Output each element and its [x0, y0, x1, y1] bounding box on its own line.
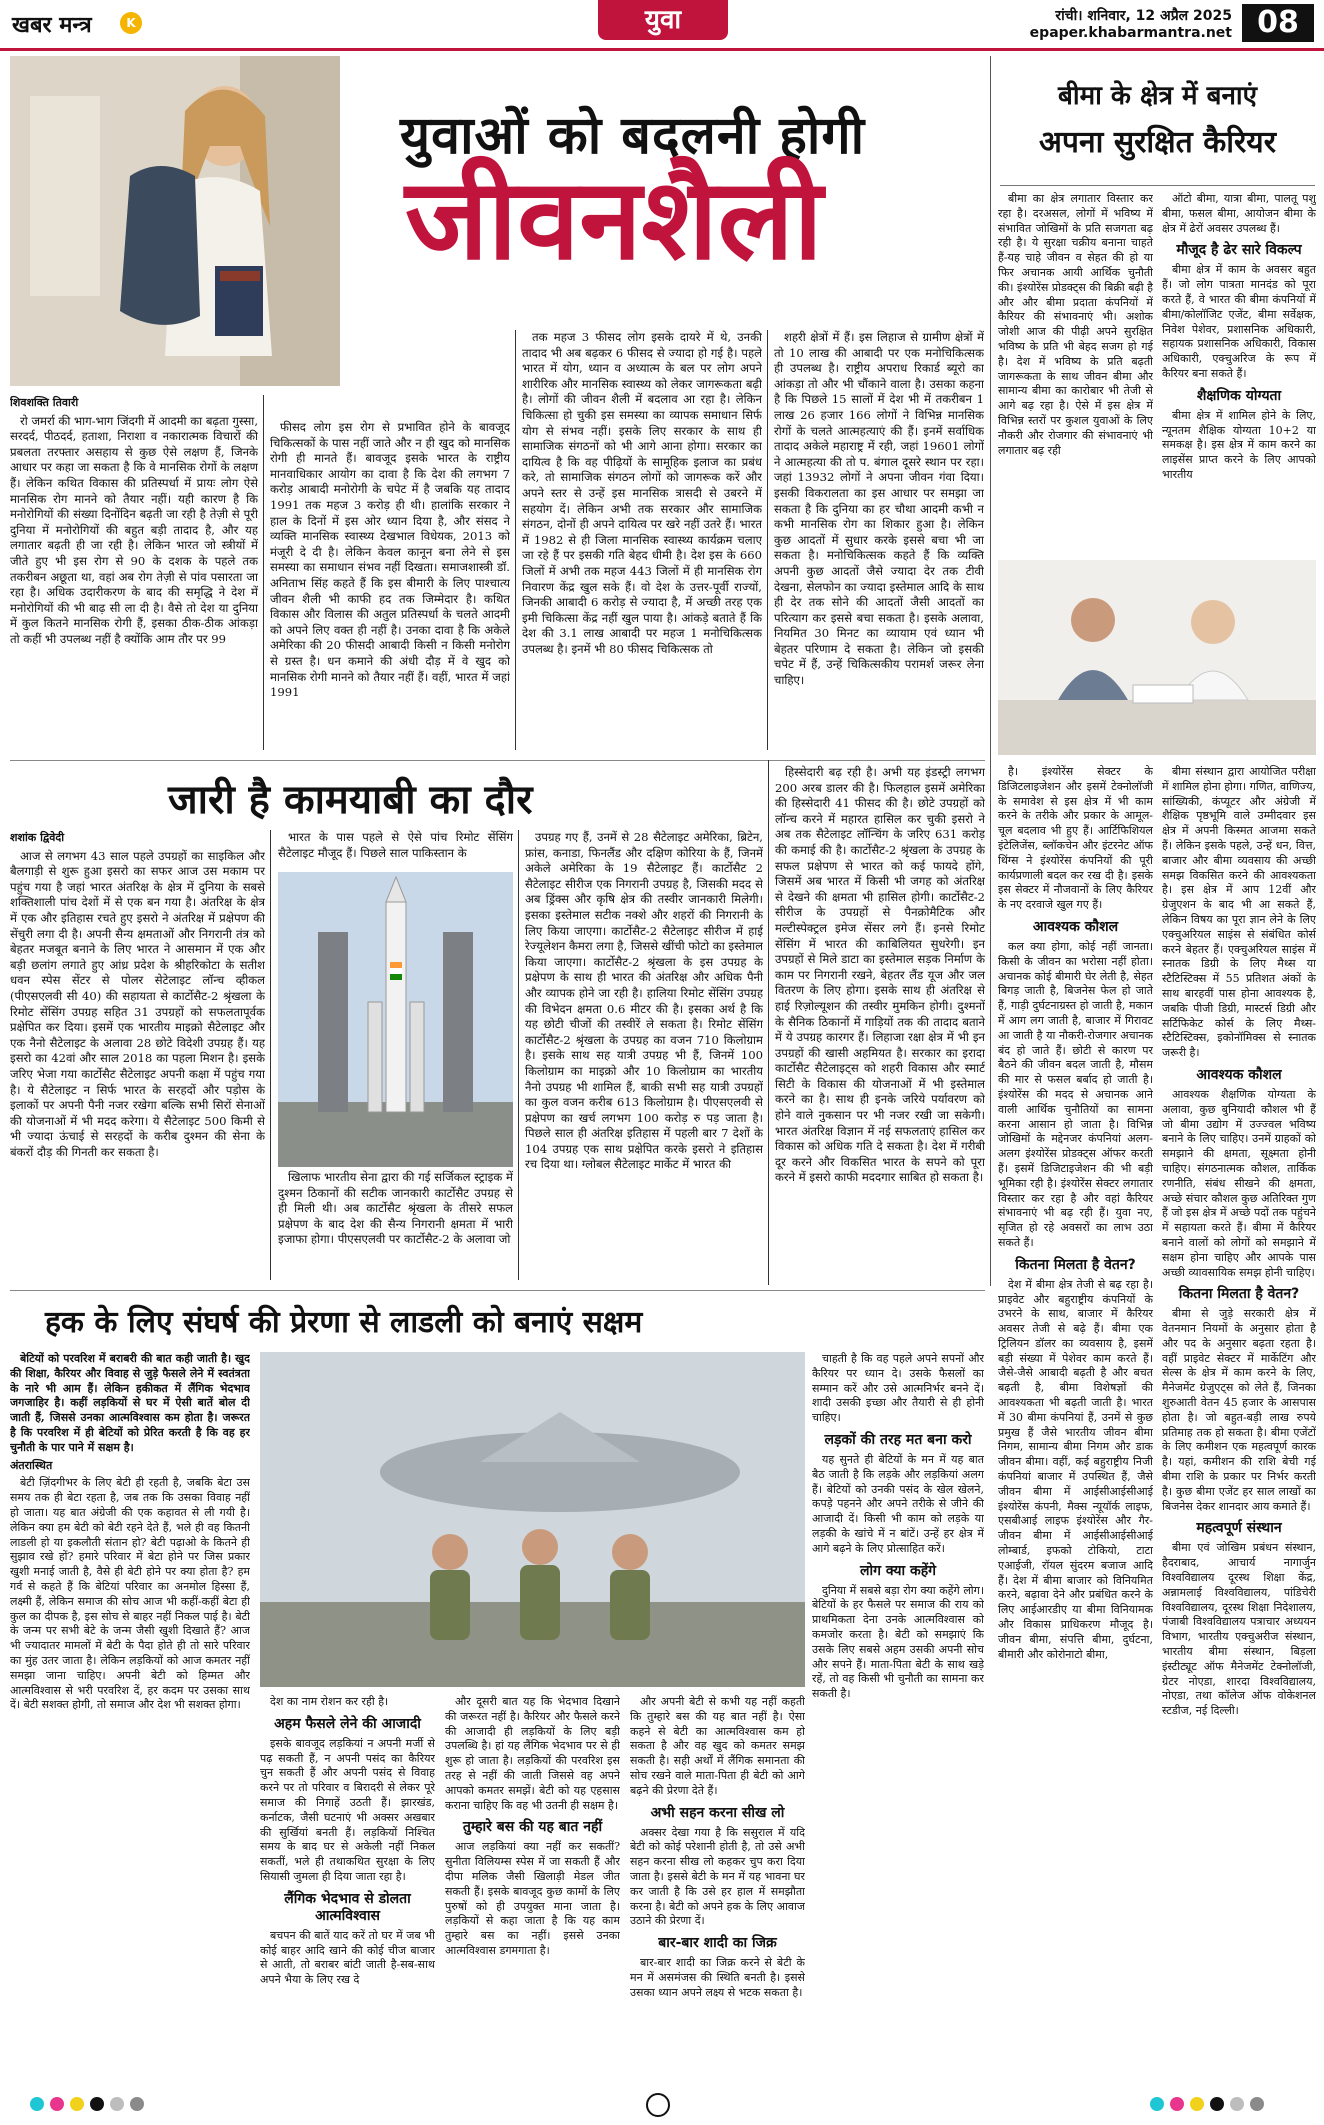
insurance-sub-qualification: शैक्षणिक योग्यता — [1196, 387, 1282, 404]
daughters-col-2c-text: बचपन की बातें याद करें तो घर में जब भी कोई बाहर आदि खाने की कोई चीज बाजार से आती, तो बराबर बांटी जाती है-सब-साथ अपने भैया के लिए रख दे — [260, 1928, 435, 1987]
lead-kicker: युवाओं को बदलनी होगी — [400, 106, 866, 166]
insurance-lower-col-1 — [998, 765, 1153, 2055]
isro-col-3 — [525, 830, 763, 1285]
insurance-lower-col-2 — [1162, 765, 1316, 2055]
lead-photo — [10, 56, 340, 386]
isro-headline: जारी है कामयाबी का दौर — [168, 777, 533, 823]
insurance-headline-2: अपना सुरक्षित कैरियर — [1039, 125, 1276, 160]
daughters-sub-people: लोग क्या कहेंगे — [859, 1562, 937, 1579]
rocket-photo — [278, 872, 513, 1167]
color-dot — [1250, 2097, 1264, 2111]
footer-color-bar-right — [1150, 2096, 1270, 2115]
isro-col-4-text: हिस्सेदारी बढ़ रही है। अभी यह इंडस्ट्री लगभग 200 अरब डालर की है। फिलहाल इसमें अमेरिका की हिस्सेदारी 41 फीसद की है। छोटे उपग्रहों को लॉन्च करने में महारत हासिल कर चुकी इसरो ने अब तक सैटेलाइट लॉन्चिंग के जरिए 631 करोड़ की कमाई की है। कार्टोसैट-2 श्रृंखला के उपग्रह के सफल प्रक्षेपण से भारत को कई फायदे होंगे, जिसमें अब भारत में किसी भी जगह को अंतरिक्ष से देखने की क्षमता भी हासिल होगी। कार्टोसैट-2 सीरीज के उपग्रहों से पैनक्रोमैटिक और मल्टीस्पेक्ट्रल इमेज सेंसर लगे हैं। इनसे रिमोट सेंसिंग में भारत की काबिलियत सुधरेगी। इन उपग्रहों से मिले डाटा का इस्तेमाल सड़क निर्माण के काम पर निगरानी रखने, बेहतर लैंड यूज और जल वितरण के लिए होगा। इसके साथ ही अंतरिक्ष से हाई रिज़ोल्यूशन की तस्वीर मुमकिन होगी। दुश्मनों के सैनिक ठिकानों में गाड़ियों तक की तादाद बताने में ये उपग्रह कारगर हैं। लिहाजा रक्षा क्षेत्र में भी इन उपग्रहों की खासी अहमियत है। सरकार का इरादा कार्टोसैट सैटेलाइट्स को शहरी विकास और स्मार्ट सिटी के विकास की योजनाओं में भी इस्तेमाल करने का है। साथ ही इनके जरिये पर्यावरण को होने वाले नुकसान पर भी नजर रखी जा सकेगी। भारत अंतरिक्ष विज्ञान में नई सफलताएं हासिल कर विकास को अधिक गति दे सकता है। देश में गरीबी दूर करने और विकसित भारत के सपने को पूरा करने में इसरो काफी मददगार साबित हो सकता है। — [775, 765, 985, 1185]
insurance-col-2-text: ऑटो बीमा, यात्रा बीमा, पालतू पशु बीमा, फसल बीमा, आयोजन बीमा के क्षेत्र में ढेरों अवसर उपलब्ध हैं। — [1162, 192, 1316, 235]
daughters-col-3-text: और दूसरी बात यह कि भेदभाव दिखाने की जरूरत नहीं है। कैरियर और फैसले करने की आजादी ही लड़कियों के लिए बड़ी उपलब्धि है। हां यह लैंगिक भेदभाव पर से ही शुरू हो जाता है। लड़कियों की परवरिश इस तरह से नहीं की जाती जिससे वह अपने आपको कमतर समझें। बेटी को यह एहसास कराना चाहिए कि वह भी उतनी ही सक्षम है। — [445, 1695, 620, 1812]
daughters-sub-not-your-cup: तुम्हारे बस की यह बात नहीं — [462, 1819, 603, 1836]
daughters-col-1 — [10, 1352, 250, 2052]
daughters-col-3b-text: आज लड़कियां क्या नहीं कर सकतीं? सुनीता विलियम्स स्पेस में जा सकती हैं और दीपा मलिक जैसी खिलाड़ी मेडल जीत सकती हैं। इसके बावजूद कुछ कामों के लिए पुरुषों को ही उपयुक्त माना जाता है। लड़कियों से कहा जाता है कि यह काम तुम्हारे बस का नहीं। इससे उनका आत्मविश्वास डगमगाता है। — [445, 1840, 620, 1957]
section-tab: युवा — [598, 0, 728, 40]
website: epaper.khabarmantra.net — [1029, 25, 1232, 41]
lead-col-4 — [774, 330, 984, 755]
insurance-lower-col-1-text: है। इंश्योरेंस सेक्टर के डिजिटलाइजेशन और इसमें टेक्नोलॉजी के समावेश से इस क्षेत्र में भी काम करने के तरीके और प्रकार के आमूल-चूल बदलाव भी हुए हैं। आर्टिफिशियल इंटेलिजेंस, ब्लॉकचेन और इंटरनेट ऑफ थिंग्स ने इंश्योरेंस कंपनियों की पूरी कार्यप्रणाली बदल कर रख दी है। इसके इस सेक्टर में नौजवानों के लिए कैरियर के नए दरवाजे खुल गए हैं। — [998, 765, 1153, 912]
lead-col-3-text: तक महज 3 फीसद लोग इसके दायरे में थे, उनकी तादाद भी अब बढ़कर 6 फीसद से ज्यादा हो गई है। पहले भारत में योग, ध्यान व अध्यात्म के बल पर लोग अपने शारीरिक और मानसिक स्वास्थ्य को लेकर जागरूकता बढ़ी है। लोगों की जीवन शैली में बदलाव आ रहा है। लेकिन चिकित्सा हो चुकी इस समस्या का व्यापक समाधान सिर्फ योग से संभव नहीं। इसके लिए सरकार के साथ ही सामाजिक संगठनों को भी आगे आना होगा। सरकार का दायित्व है कि वह पीढ़ियों के सामूहिक इलाज का प्रबंध करे, तो सामाजिक संगठन लोगों को जागरूक करें और अपने स्तर से उन्हें इस मानसिक त्रासदी से उबरने में सहयोग दें। लेकिन अभी तक सरकार और सामाजिक संगठन, दोनों ही अपने दायित्व पर खरे नहीं उतरे हैं। भारत में 1982 से ही जिला मानसिक स्वास्थ्य कार्यक्रम चलाए जा रहे हैं पर इसकी गति बेहद धीमी है। देश इस के 660 जिलों में अभी तक महज 443 जिलों में ही मानसिक रोग निवारण केंद्र खुल सके हैं। वो देश के उत्तर-पूर्वी राज्यों, जिनकी आबादी 6 करोड़ से ज्यादा है, में अच्छी तरह एक इमी चिकित्सा केंद्र नहीं खुल पाया है। आंकड़े बताते हैं कि देश की 3.1 लाख आबादी पर महज 1 मनोचिकित्सक उपलब्ध है। इनमें भी 80 फीसद चिकित्सक तो — [522, 330, 762, 656]
lead-col-2-text: फीसद लोग इस रोग से प्रभावित होने के बावजूद चिकित्सकों के पास नहीं जाते और न ही खुद को मानसिक रोगी ही मानते हैं। बावजूद इसके भारत के राष्ट्रीय मानवाधिकार आयोग का दावा है कि देश की लगभग 7 करोड़ आबादी मनोरोगी के चपेट में है जबकि यह तादाद 1991 तक महज 3 करोड़ ही थी। हालांकि सरकार ने हाल के दिनों में इस ओर ध्यान दिया है, और संसद ने व्यक्ति मानसिक स्वास्थ्य देखभाल विधेयक, 2013 को मंजूरी दे दी है। लेकिन केवल कानून बना लेने से इस समस्या का समाधान संभव नहीं दिखता। समाजशास्त्री डॉ. अनिताभ सिंह कहते हैं कि इस बीमारी के लिए पाश्चात्य जीवन शैली भी काफी हद तक जिम्मेदार है। कथित विकास और विलास की अतुल प्रतिस्पर्धा के चलते आदमी को अपने लिए वक्त ही नहीं है। उनका दावा है कि अकेले अमेरिका की 20 फीसदी आबादी किसी न किसी मनोरोग से ग्रस्त है। धन कमाने की अंधी दौड़ में वे खुद को मानसिक रोगी मानने को तैयार नहीं हैं। वहीं, भारत में जहां 1991 — [270, 420, 510, 700]
isro-col-3-text: उपग्रह गए हैं, उनमें से 28 सैटेलाइट अमेरिका, ब्रिटेन, फ्रांस, कनाडा, फिनलैंड और दक्षिण कोरिया के हैं, जिनमें अकेले अमेरिका के 19 सैटेलाइट हैं। कार्टोसैट 2 सैटेलाइट सीरीज एक निगरानी उपग्रह है, जिसकी मदद से अब ड्रिंक्स और कृषि क्षेत्र की तस्वीर जानकारी मिलेगी। इसका इस्तेमाल सटीक नक्शे और शहरों की निगरानी के लिए किया जाएगा। कार्टोसैट-2 सैटेलाइट सीरीज में हाई रेज्यूलेशन कैमरा लगा है, जिससे खींची फोटो का इस्तेमाल किया जाएगा। कार्टोसैट-2 श्रृंखला के इस उपग्रह के प्रक्षेपण के साथ ही भारत की अंतरिक्ष और अधिक पैनी और व्यापक होने जा रही है। हालिया रिमोट सेंसिंग उपग्रह की विभेदन क्षमता 0.6 मीटर की है। इसका अर्थ है कि यह छोटी चीजों की तस्वीरें ले सकता है। रिमोट सेंसिंग कार्टोसैट-2 श्रृंखला के उपग्रह का वजन 710 किलोग्राम है। इसके साथ सह यात्री उपग्रह भी हैं, जिनमें 100 किलोग्राम का माइक्रो और 10 किलोग्राम का भारतीय नैनो उपग्रह भी शामिल हैं, बाकी सभी सह यात्री उपग्रहों का कुल वजन करीब 613 किलोग्राम है। पीएसएलवी से प्रक्षेपण का खर्च लगभग 100 करोड़ रु पड़ जाता है। पिछले साल ही अंतरिक्ष इतिहास में पहली बार 7 देशों के 104 उपग्रह एक साथ प्रक्षेपित करके इसरो ने इतिहास रच दिया था। ग्लोबल सैटेलाइट मार्केट में भारत की — [525, 830, 763, 1172]
insurance-col-2 — [1162, 192, 1316, 552]
lead-byline: शिवशक्ति तिवारी — [10, 396, 79, 409]
insurance-sub-skills: आवश्यक कौशल — [1196, 1066, 1282, 1083]
insurance-col-1 — [998, 192, 1153, 552]
color-dot — [1150, 2097, 1164, 2111]
daughters-col-4-text: और अपनी बेटी से कभी यह नहीं कहती कि तुम्हारे बस की यह बात नहीं है। ऐसा कहने से बेटी का आत्मविश्वास कम हो सकता है और वह खुद को कमतर समझ सकती है। सही अर्थों में लैंगिक समानता की सोच रखने वाले माता-पिता ही बेटी को आगे बढ़ने की प्रेरणा देते हैं। — [630, 1695, 805, 1797]
daughters-col-4 — [630, 1695, 805, 2055]
daughters-col-1b-text: बेटी ज़िंदगीभर के लिए बेटी ही रहती है, जबकि बेटा उस समय तक ही बेटा रहता है, जब तक कि उसका विवाह नहीं हो जाता। यह बात अंग्रेजी की एक कहावत से ली गयी है। लेकिन क्या हम बेटी को बेटी रहने देते हैं, भले ही वह कितनी लाडली हो या इकलौती संतान हो? बेटी पढ़ाओ के कितने ही सुझाव रखे हों? हमारे परिवार में बेटा होने पर जिस प्रकार खुशी मनाई जाती है, वैसे ही बेटी होने पर क्या होता है? हम गर्व से कहते हैं कि बेटियां परिवार का अनमोल हिस्सा हैं, लक्ष्मी हैं, लेकिन समाज की सोच आज भी कहीं-कहीं बेटा ही कुल का दीपक है, इस सोच से बाहर नहीं निकल पाई है। बेटी के जन्म पर सभी बेटे के जन्म जैसी खुशी दिखाते हैं? आज भी ज्यादातर मामलों में बेटी के पैदा होते ही तो सारे परिवार का मुंह उतर जाता है। लेकिन लड़कियों को आज कमतर नहीं समझा जाना चाहिए। अपनी बेटी को हिम्मत और आत्मविश्वास से भरी परवरिश दें, हर कदम पर उसका साथ दें। बेटी सशक्त होगी, तो समाज और देश भी सशक्त होगा। — [10, 1476, 250, 1712]
pilots-illustration — [260, 1352, 805, 1687]
insurance-lower-col-1c-text: देश में बीमा क्षेत्र तेजी से बढ़ रहा है। प्राइवेट और बहुराष्ट्रीय कंपनियों के उभरने के साथ, बाजार में कैरियर अवसर तेजी से बढ़े हैं। बीमा एक ट्रिलियन डॉलर का व्यवसाय है, इसमें बड़ी संख्या में पेशेवर काम करते हैं। जैसे-जैसे आबादी बढ़ती है और बचत बढ़ती है, बीमा विशेषज्ञों की आवश्यकता भी बढ़ती जाती है। भारत में 30 बीमा कंपनियां हैं, उनमें से कुछ प्रमुख हैं जैसे भारतीय जीवन बीमा निगम, सामान्य बीमा निगम और डाक जीवन बीमा। वहीं, कई बहुराष्ट्रीय निजी कंपनियां बाजार में उपस्थित हैं, जैसे जीवन बीमा में आईसीआईसीआई इंश्योरेंस कंपनी, मैक्स न्यूयॉर्क लाइफ, एसबीआई लाइफ इंश्योरेंस और गैर-जीवन बीमा में आईसीआईसीआई लोम्बार्ड, इफको टोकियो, टाटा एआईजी, रॉयल सुंदरम बजाज आदि हैं। देश में बीमा बाजार को विनियमित करने, बढ़ावा देने और प्रबंधित करने के लिए आईआरडीए या बीमा विनियामक और विकास प्राधिकरण मौजूद है। जीवन बीमा, संपत्ति बीमा, दुर्घटना, बीमारी और कोरोनाटो बीमा, — [998, 1277, 1153, 1661]
isro-col-2 — [278, 830, 513, 870]
lead-headline: जीवनशैली — [405, 155, 823, 285]
rocket-illustration — [278, 872, 513, 1167]
page-number: 08 — [1242, 4, 1314, 42]
daughters-col-5b-text: यह सुनते ही बेटियों के मन में यह बात बैठ जाती है कि लड़के और लड़कियां अलग हैं। बेटियों को उनकी पसंद के खेल खेलने, कपड़े पहनने और अपने तरीके से जीने की आजादी दें। किसी भी काम को लड़के या लड़की के खांचे में न बांटें। उन्हें हर क्षेत्र में आगे बढ़ने के लिए प्रोत्साहित करें। — [812, 1452, 984, 1555]
pilots-photo — [260, 1352, 805, 1687]
col-divider — [768, 760, 769, 1285]
daughters-headline: हक के लिए संघर्ष की प्रेरणा से लाडली को बनाएं सक्षम — [45, 1305, 643, 1340]
insurance-col-2b-text: बीमा क्षेत्र में काम के अवसर बहुत हैं। जो लोग पात्रता मानदंड को पूरा करते हैं, वे भारत की बीमा कंपनियों में बीमा/कोलॉजिट एजेंट, बीमा सर्वेक्षक, निवेश पेशेवर, प्रशासनिक अधिकारी, सहायक प्रशासनिक अधिकारी, विकास अधिकारी, एक्चुअरिज के रूप में कैरियर बना सकते हैं। — [1162, 263, 1316, 380]
daughters-sub-marriage: बार-बार शादी का जिक्र — [658, 1935, 777, 1952]
dateline: रांची। शनिवार, 12 अप्रैल 2025 — [1055, 8, 1232, 24]
color-dot — [1230, 2097, 1244, 2111]
col-divider — [515, 330, 516, 750]
insurance-lower-col-2c-text: बीमा से जुड़े सरकारी क्षेत्र में वेतनमान नियमों के अनुसार होता है और पद के अनुसार बढ़ता रहता है। वहीं प्राइवेट सेक्टर में मार्केटिंग और सेल्स के क्षेत्र में काम करने के लिए, मैनेजमेंट ग्रेजुएट्स को लेते हैं, जिनका शुरुआती वेतन 45 हजार के आसपास होता है। जो बहुत-बड़ी लाख रुपये प्रतिमाह तक हो सकता है। बीमा एजेंटों के लिए कमीशन एक महत्वपूर्ण कारक है। यहां, कमीशन की राशि बेची गई बीमा राशि के प्रकार पर निर्भर करती है। कुछ बीमा एजेंट हर साल लाखों का बिजनेस देकर शानदार आय कमाते हैं। — [1162, 1307, 1316, 1513]
isro-col-1 — [10, 830, 265, 1285]
daughters-col-5-text: चाहती है कि वह पहले अपने सपनों और कैरियर पर ध्यान दे। उसके फैसलों का सम्मान करें और उसे आत्मनिर्भर बनने दें। शादी उसकी इच्छा और तैयारी से ही होनी चाहिए। — [812, 1352, 984, 1425]
lead-col-4-text: शहरी क्षेत्रों में हैं। इस लिहाज से ग्रामीण क्षेत्रों में तो 10 लाख की आबादी पर एक मनोचिकित्सक ही उपलब्ध है। राष्ट्रीय अपराध रिकार्ड ब्यूरो का आंकड़ा तो और भी चौंकाने वाला है। उसका कहना है कि पिछले 15 सालों में देश भी में तकरीबन 1 लाख 26 हजार 166 लोगों ने विभिन्न मानसिक रोगों के चलते आत्महत्याएं की हैं। इनमें सर्वाधिक तादाद अकेले महाराष्ट्र में रही, जहां 19601 लोगों ने आत्महत्या की तो प. बंगाल दूसरे स्थान पर रहा। जहां 13932 लोगों ने अपना जीवन गंवा दिया। इसकी विकरालता का इस आधार पर समझा जा सकता है कि दुनिया का हर चौथा आदमी कभी न कभी मानसिक रोग का शिकार हुआ है। लेकिन कुछ आदतों में सुधार करके इससे बचा भी जा सकता है। मनोचिकित्सक कहते हैं कि व्यक्ति अपनी कुछ आदतों जैसे ज्यादा देर तक टीवी देखना, सेलफोन का ज्यादा इस्तेमाल आदि के साथ ही देर तक सोने की आदतों जैसी आदतों का परित्याग कर इससे बचा सकता है। इसके अलावा, नियमित 30 मिनट का व्यायाम एवं ध्यान भी बेहतर परिणाम दे सकता है। लेकिन जो इसकी चपेट में हैं, उन्हें चिकित्सकीय परामर्श जरूर लेना चाहिए। — [774, 330, 984, 688]
daughters-col-3 — [445, 1695, 620, 2055]
insurance-sub-institutes: महत्वपूर्ण संस्थान — [1196, 1520, 1282, 1537]
isro-caption-text: खिलाफ भारतीय सेना द्वारा की गई सर्जिकल स्ट्राइक में दुश्मन ठिकानों की सटीक जानकारी कार्टोसैट उपग्रह से ही मिली थी। अब कार्टोसैट श्रृंखला के तीसरे सफल प्रक्षेपण के बाद देश की सैन्य निगरानी क्षमता में भारी इजाफा होगा। पीएसएलवी पर कार्टोसैट-2 के अलावा जो — [278, 1170, 513, 1247]
daughters-col-2-text: देश का नाम रोशन कर रही है। — [270, 1695, 389, 1708]
color-dot — [70, 2097, 84, 2111]
insurance-sub-salary: कितना मिलता है वेतन? — [1178, 1286, 1300, 1303]
isro-col-2-text: भारत के पास पहले से ऐसे पांच रिमोट सेंसिंग सैटेलाइट मौजूद हैं। पिछले साल पाकिस्तान के — [278, 830, 513, 860]
insurance-col-2c-text: बीमा क्षेत्र में शामिल होने के लिए, न्यूनतम शैक्षिक योग्यता 10+2 या समकक्ष है। इस क्षेत्र में काम करने का लाइसेंस प्राप्त करने के लिए आपको भारतीय — [1162, 408, 1316, 481]
isro-caption — [278, 1170, 513, 1285]
daughters-col-1-text: बेटियों को परवरिश में बराबरी की बात कही जाती है। खुद की शिक्षा, कैरियर और विवाह से जुड़े फैसले लेने में स्वतंत्रता के नारे भी आम हैं। लेकिन हकीकत में लैंगिक भेदभाव जगजाहिर है। कहीं लड़कियों से घर में ऐसी बातें बोल दी जाती हैं, जिससे उनका आत्मविश्वास कम होता है। जरूरत है कि परवरिश में ही बेटियों को प्रेरित करती है कि वह हर चुनौती के पार पाने में सक्षम है। — [10, 1352, 250, 1454]
lead-col-1-text: रो जमर्रा की भाग-भाग जिंदगी में आदमी का बढ़ता गुस्सा, सरदर्द, पीठदर्द, हताशा, निराशा व नकारात्मक विचारों की प्रबलता तरफ्तार असहाय से कुछ ऐसे लक्षण हैं, जिनके आधार पर कहा जा सकता है कि वे मानसिक रोगों के लक्षण हैं। लेकिन कथित विकास की प्रतिस्पर्धा में प्रायः लोग ऐसे मानसिक रोग मानने को तैयार नहीं। यही कारण है कि मनोरोगियों की संख्या दिनोंदिन बढ़ती जा रही है तेज़ी से पूरी दुनिया में मनोरोगियों की बहुत बड़ी तादाद है, और यह लगातार बढ़ती ही जा रही है। लेकिन भारत जो स्त्रीयों में जीते हुए भी इस रोग से 90 के दशक के पहले तक तकरीबन अछूता था, वहां अब रोग तेज़ी से पांव पसारता जा रहा है। अधिक उदारीकरण के बाद की समृद्धि ने देश में मनोरोगियों की भी बाढ़ सी ला दी है। वैसे तो देश या दुनिया में कुल कितने मानसिक रोगी हैं, इसका ठीक-ठीक आंकड़ा तो कहीं भी उपलब्ध नहीं है क्योंकि आम तौर पर 99 — [10, 413, 258, 646]
isro-byline: शशांक द्विवेदी — [10, 831, 65, 844]
daughters-sub-boys: लड़कों की तरह मत बना करो — [824, 1431, 972, 1448]
header-rule — [0, 48, 1324, 51]
col-divider — [518, 830, 519, 1280]
color-dot — [1170, 2097, 1184, 2111]
insurance-lower-col-2-text: बीमा संस्थान द्वारा आयोजित परीक्षा में शामिल होना होगा। गणित, वाणिज्य, सांख्यिकी, कंप्यूटर और अंग्रेजी में शैक्षिक पृष्ठभूमि वाले उम्मीदवार इस क्षेत्र में अपनी किस्मत आजमा सकते हैं। लेकिन इसके पहले, उन्हें धन, वित्त, बाजार और बीमा व्यवसाय की अच्छी समझ विकसित करने की आवश्यकता है। इस क्षेत्र में आप 12वीं और ग्रेजुएशन के बाद भी आ सकते हैं, लेकिन विषय का पूरा ज्ञान लेने के लिए एक्चुअरियल साइंस से संबंधित कोर्स करने बेहतर हैं। एक्चुअरियल साइंस में स्नातक डिग्री के लिए मैथ्स या स्टैटिस्टिक्स में 55 प्रतिशत अंकों के साथ बारहवीं पास होना आवश्यक है, जबकि पीजी डिग्री, मास्टर्स डिग्री और सर्टिफिकेट कोर्स के लिए मैथ्स-स्टैटिस्टिक्स, इकोनॉमिक्स से स्नातक जरूरी है। — [1162, 765, 1316, 1060]
daughters-sub-decisions: अहम फैसले लेने की आजादी — [274, 1715, 421, 1732]
insurance-lower-col-1b-text: कल क्या होगा, कोई नहीं जानता। किसी के जीवन का भरोसा नहीं होता। अचानक कोई बीमारी घेर लेती है, सेहत बिगड़ जाती है, बिजनेस फेल हो जाते हैं, गाड़ी दुर्घटनाग्रस्त हो जाती है, मकान में आग लग जाती है, बाजार में गिरावट आ जाती है या नौकरी-रोजगार अचानक बंद हो जाते हैं। छोटी से कारण पर बैठने की जीवन बदल जाती है, मौसम की मार से फसल बर्बाद हो जाती है। इंश्योरेंस की मदद से अचानक आने वाली आर्थिक चुनौतियों का सामना करना आसान हो जाता है। विभिन्न जोखिमों के मद्देनजर कंपनियां अलग-अलग इंश्योरेंस प्रोडक्ट्स ऑफर करती हैं। इसमें डिजिटाइजेशन की भी बड़ी भूमिका रही है। इंश्योरेंस सेक्टर लगातार विस्तार कर रहा है और वहां कैरियर संभावनाएं भी बढ़ रही हैं। युवा नए, सृजित हो रहे अवसरों का लाभ उठा सकते हैं। — [998, 939, 1153, 1249]
daughters-col-2 — [260, 1695, 435, 2055]
color-dot — [90, 2097, 104, 2111]
registration-mark-icon — [646, 2093, 670, 2117]
insurance-lower-col-2d-text: बीमा एवं जोखिम प्रबंधन संस्थान, हैदराबाद, आचार्य नागार्जुन विश्वविद्यालय दूरस्थ शिक्षा केंद्र, अन्नामलाई विश्वविद्यालय, पांडिचेरी विश्वविद्यालय, दूरस्थ शिक्षा निदेशालय, पंजाबी विश्वविद्यालय पत्राचार अध्ययन विभाग, भारतीय एक्चुअरीज संस्थान, भारतीय बीमा संस्थान, बिड़ला इंस्टीट्यूट ऑफ मैनेजमेंट टेक्नोलॉजी, ग्रेटर नोएडा, शारदा विश्वविद्यालय, नोएडा, तथा कॉलेज ऑफ वोकेशनल स्टडीज, नई दिल्ली। — [1162, 1541, 1316, 1718]
lead-col-3 — [522, 330, 762, 755]
insurance-sub-growth: कितना मिलता है वेतन? — [1015, 1256, 1136, 1273]
masthead: खबर मन्त्र — [12, 13, 92, 38]
daughters-col-4c-text: बार-बार शादी का जिक्र करने से बेटी के मन में असमंजस की स्थिति बनती है। इससे उसका ध्यान अपने लक्ष्य से भटक सकता है। — [630, 1956, 805, 1999]
insurance-photo — [998, 560, 1316, 755]
col-divider — [767, 330, 768, 750]
masthead-logo-icon: K — [120, 12, 142, 34]
section-rule — [10, 1290, 985, 1291]
page-header — [0, 0, 1324, 48]
insurance-sub-options: मौजूद है ढेर सारे विकल्प — [1176, 242, 1302, 259]
insurance-col-1-text: बीमा का क्षेत्र लगातार विस्तार कर रहा है। दरअसल, लोगों में भविष्य में संभावित जोखिमों के प्रति सजगता बढ़ रही है। ये सुरक्षा चक्रीय बनाना चाहते हैं-यह चाहे जीवन व सेहत की हो या फिर अचानक आयी आर्थिक चुनौती की। इंश्योरेंस प्रोडक्ट्स की बिक्री बढ़ी है और और बीमा प्रदाता कंपनियों में कैरियर की संभावनाएं भी। अशोक जोशी आज की पीढ़ी अपने सुरक्षित भविष्य के प्रति भी बेहद सजग हो गई है। देश में भविष्य के प्रति बढ़ती जागरूकता के साथ जीवन बीमा और सामान्य बीमा का कारोबार भी तेजी से आगे बढ़ रहा है। ऐसे में इस क्षेत्र में विभिन्न स्तरों पर कुशल युवाओं के लिए नौकरी और रोजगार की संभावनाएं भी लगातार बढ़ रही — [998, 192, 1153, 457]
color-dot — [30, 2097, 44, 2111]
office-illustration — [998, 560, 1316, 755]
daughters-col-4b-text: अक्सर देखा गया है कि ससुराल में यदि बेटी को कोई परेशानी होती है, तो उसे अभी सहन करना सीख लो कहकर चुप करा दिया जाता है। इससे बेटी के मन में यह भावना घर कर जाती है कि उसे हर हाल में समझौता करना है। बेटी को अपने हक के लिए आवाज उठाने की प्रेरणा दें। — [630, 1825, 805, 1928]
color-dot — [1210, 2097, 1224, 2111]
daughters-col-2b-text: इसके बावजूद लड़कियां न अपनी मर्जी से पढ़ सकती हैं, न अपनी पसंद का कैरियर चुन सकती हैं और अपनी पसंद से विवाह करने पर तो परिवार व बिरादरी से लेकर पूरे समाज की निगाहें उठती हैं। झारखंड, कर्नाटक, जैसी घटनाएं भी अक्सर अखबार की सुर्खियां बनती हैं। लड़कियों निश्चित समय के बाद घर से अकेली नहीं निकल सकतीं, भले ही तथाकथित सुरक्षा के लिए सियासी जुमला ही दिया जाता रहा है। — [260, 1736, 435, 1883]
daughters-byline: अंतरास्थित — [10, 1458, 53, 1472]
insurance-lower-col-2b-text: आवश्यक शैक्षणिक योग्यता के अलावा, कुछ बुनियादी कौशल भी हैं जो बीमा उद्योग में उज्ज्वल भविष्य बनाने के लिए चाहिए। उनमें ग्राहकों को समझाने की क्षमता, सूक्ष्मता होनी चाहिए। संगठनात्मक कौशल, तार्किक रणनीति, संबंध सीखने की क्षमता, अच्छे संचार कौशल कुछ अतिरिक्त गुण हैं जो इस क्षेत्र में अच्छे पदों तक पहुंचने में सहायता करते हैं। बीमा में कैरियर बनाने वालों को लोगों को समझाने में सक्षम होना चाहिए और आपके पास अच्छी व्यावसायिक समझ होनी चाहिए। — [1162, 1087, 1316, 1279]
insurance-headline-1: बीमा के क्षेत्र में बनाएं — [1058, 81, 1257, 111]
lead-col-1 — [10, 395, 258, 755]
col-divider — [263, 395, 264, 750]
col-divider — [990, 56, 991, 1286]
daughters-sub-tolerate: अभी सहन करना सीख लो — [650, 1804, 785, 1821]
daughters-col-5 — [812, 1352, 984, 2052]
lead-col-2 — [270, 420, 510, 755]
isro-col-1-text: आज से लगभग 43 साल पहले उपग्रहों का साइकिल और बैलगाड़ी से शुरू हुआ इसरो का सफर आज उस मकाम पर पहुंच गया है जहां भारत अंतरिक्ष के क्षेत्र में दुनिया के सबसे शक्तिशाली पांच देशों में से एक बन गया है। अंतरिक्ष के क्षेत्र में एक और इतिहास रचते हुए इसरो ने अंतरिक्ष में प्रक्षेपण की सेंचुरी लगा दी है। अपनी सैन्य क्षमताओं और निगरानी तंत्र को बेहतर मजबूत बनाने के लिए भारत ने आसमान में एक और बड़ी छलांग लगाते हुए आंध्र प्रदेश के श्रीहरिकोटा के सतीश धवन स्पेस सेंटर से पोलर सेटेलाइट लॉन्च व्हीकल (पीएसएलवी सी 40) की सहायता से कार्टोसैट-2 श्रृंखला के रिमोट सेंसिंग उपग्रह सहित 31 उपग्रहों को सफलतापूर्वक प्रक्षेपित कर दिया। इसमें एक भारतीय माइक्रो सैटेलाइट और एक नैनो सैटेलाइट के अलावा 28 छोटे विदेशी उपग्रह हैं। यह इसरो का 42वां और साल 2018 का पहला मिशन है। इसके जरिए भेजा गया कार्टोसैट सैटेलाइट अपनी कक्षा में पहुंच गया है। ये सैटेलाइट न सिर्फ भारत के सरहदों और पड़ोस के इलाकों पर अपनी पैनी नजर रखेगा बल्कि सभी सिरों सेनाओं की योजनाओं में भी मदद करेगा। ये सैटेलाइट 500 किमी से भी ज्यादा ऊंचाई से सरहदों के करीब दुश्मन की सेना के बंकरों दौड़ की गिनती कर सकता है। — [10, 848, 265, 1159]
color-dot — [50, 2097, 64, 2111]
color-dot — [130, 2097, 144, 2111]
color-dot — [110, 2097, 124, 2111]
insurance-rule — [1000, 185, 1315, 186]
col-divider — [270, 830, 271, 1280]
daughters-col-5c-text: दुनिया में सबसे बड़ा रोग क्या कहेंगे लोग। बेटियों के हर फैसले पर समाज की राय को प्राथमिकता देना उनके आत्मविश्वास को कमजोर करता है। बेटी को समझाएं कि उसके लिए सबसे अहम उसकी अपनी सोच और सपने हैं। माता-पिता बेटी के साथ खड़े रहें, तो वह किसी भी चुनौती का सामना कर सकती है। — [812, 1583, 984, 1701]
student-illustration — [10, 56, 340, 386]
daughters-sub-confidence: लैंगिक भेदभाव से डोलता आत्मविश्वास — [284, 1890, 411, 1924]
insurance-sub-future: आवश्यक कौशल — [1032, 918, 1119, 935]
footer-color-bar-left — [30, 2096, 150, 2115]
color-dot — [1190, 2097, 1204, 2111]
section-rule — [10, 760, 985, 761]
isro-col-4 — [775, 765, 985, 1285]
